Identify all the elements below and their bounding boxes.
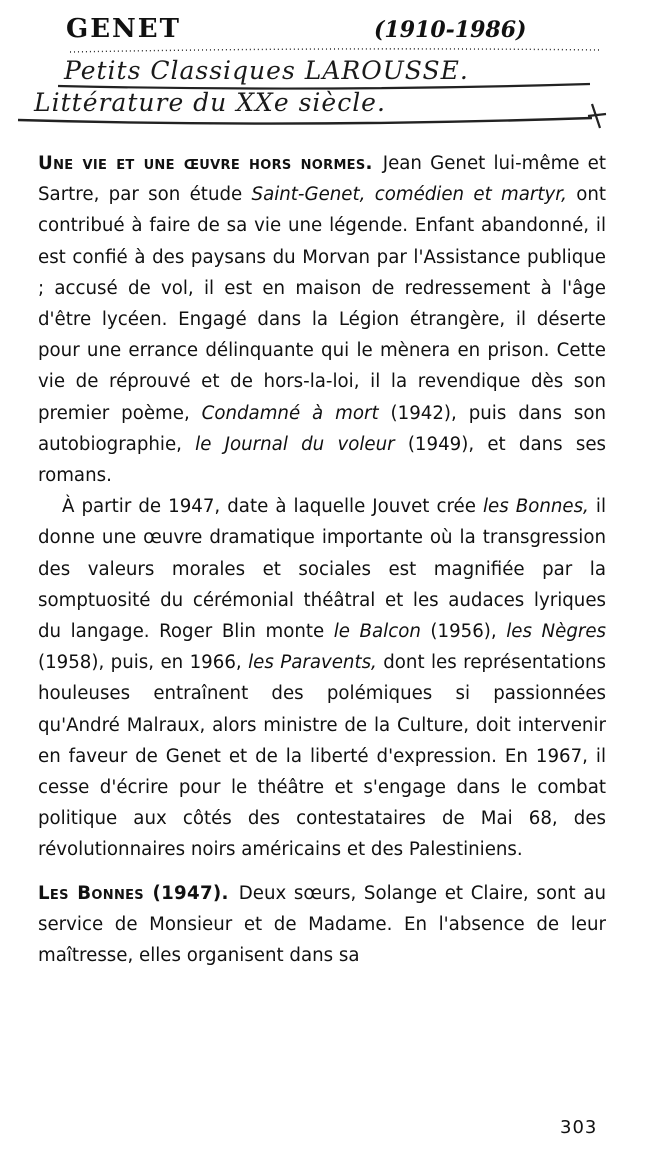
handwritten-note-collection: Petits Classiques LAROUSSE. [64, 56, 469, 85]
article-body [38, 148, 606, 971]
title-bonnes: les Bonnes, [482, 496, 589, 518]
paragraph-life [38, 148, 606, 491]
title-negres: les Nègres [506, 621, 607, 643]
section-heading-les-bonnes: Les Bonnes (1947). [38, 882, 229, 904]
title-balcon: le Balcon [333, 621, 421, 643]
dotted-guide-line [70, 49, 600, 52]
paragraph-theatre [38, 491, 606, 865]
text-run: Jean Genet lui-même et Sartre, par son étude [38, 153, 606, 206]
handwritten-underlines [0, 0, 650, 140]
paragraph-les-bonnes [38, 878, 606, 972]
text-run: (1949), et dans ses romans. [38, 433, 606, 487]
underline-1 [58, 84, 590, 89]
text-run: il donne une œuvre dramatique importante où la transgression des valeurs morales et sociales est magnifiée par la somptuosité du cérémonial théâtral et les audaces lyriques du langage. Roger Blin monte [38, 496, 606, 643]
author-dates: (1910-1986) [374, 17, 527, 43]
section-heading-life: Une vie et une œuvre hors normes. [38, 153, 373, 174]
title-saint-genet: Saint-Genet, comédien et martyr, [251, 184, 567, 206]
text-run: ont contribué à faire de sa vie une légende. Enfant abandonné, il est confié à des paysans du Morvan par l'Assistance publique ; accusé de vol, il est en maison de redressement à l'âge d'être lycéen. Engagé dans la Légion étrangère, il déserte pour une errance délinquante qui le mènera en prison. Cette vie de réprouvé et de hors-la-loi, il la revendique dès son premier poème, [38, 184, 606, 424]
text-run: À partir de 1947, date à laquelle Jouvet crée [62, 496, 483, 518]
handwritten-mark [588, 104, 606, 128]
text-run: Deux sœurs, Solange et Claire, sont au service de Monsieur et de Madame. En l'absence de leur maîtresse, elles organisent dans sa [38, 882, 606, 967]
title-journal: le Journal du voleur [195, 433, 395, 455]
text-run: (1958), puis, en 1966, [38, 652, 249, 674]
title-paravents: les Paravents, [248, 652, 377, 674]
handwritten-note-century: Littérature du XXe siècle. [34, 88, 386, 117]
page-number: 303 [560, 1117, 598, 1138]
text-run: dont les représentations houleuses entraînent des polémiques si passionnées qu'André Malraux, alors ministre de la Culture, doit intervenir en faveur de Genet et de la liberté d'expression. En 1967, il cesse d'écrire pour le théâtre et s'engage dans le combat politique aux côtés des contestataires de Mai 68, des révolutionnaires noirs américains et des Palestiniens. [38, 652, 606, 861]
underline-2 [18, 118, 592, 124]
title-condamne: Condamné à mort [201, 402, 379, 424]
author-name: GENET [66, 14, 181, 44]
text-run: (1942), puis dans son autobiographie, [38, 402, 606, 455]
text-run: (1956), [420, 621, 507, 643]
